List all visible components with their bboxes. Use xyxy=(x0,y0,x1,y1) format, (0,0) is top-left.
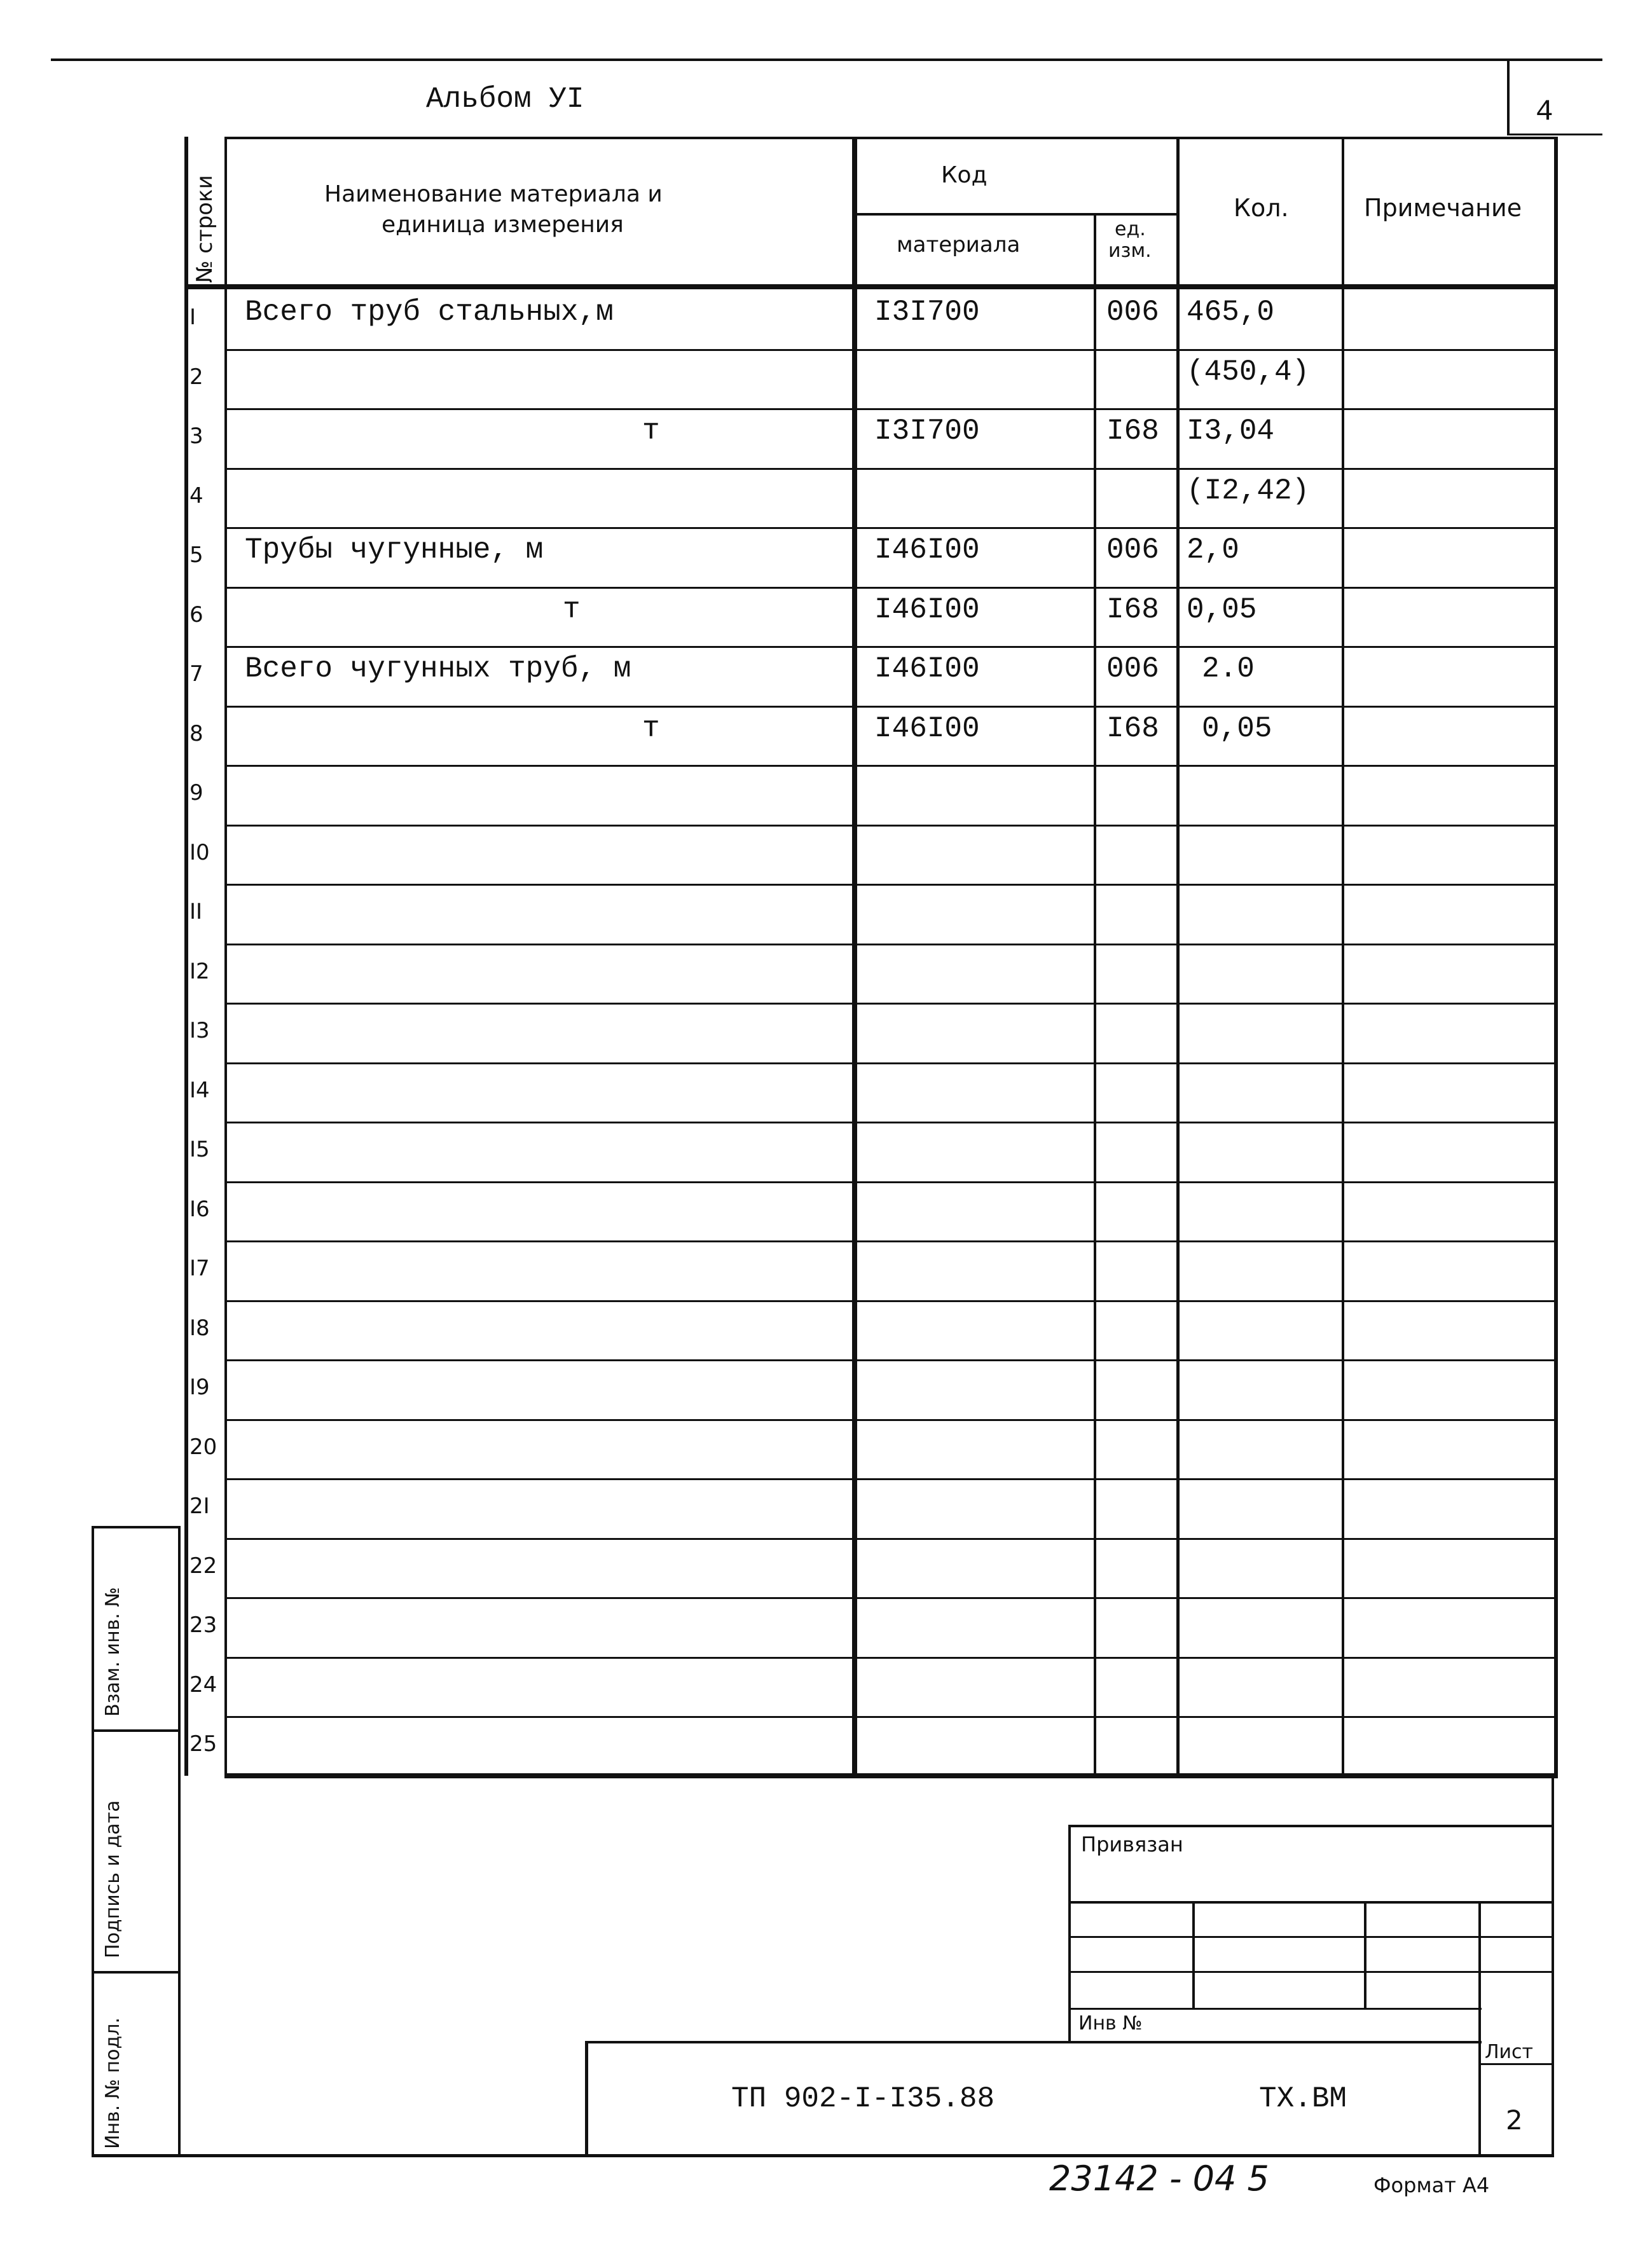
row-divider xyxy=(224,1062,1558,1064)
row-divider xyxy=(224,1538,1558,1540)
table-row-number: I2 xyxy=(189,958,210,984)
table-row-number: I6 xyxy=(189,1196,210,1222)
table-row-number: 22 xyxy=(189,1553,217,1579)
col-unit-right xyxy=(1176,137,1180,1776)
table-row-qty: I3,04 xyxy=(1187,415,1275,448)
table-row-qty: 2.0 xyxy=(1202,652,1255,685)
table-row-number: 24 xyxy=(189,1672,217,1698)
header-code: Код xyxy=(941,162,988,188)
sheet-number-top: 4 xyxy=(1536,95,1553,128)
col-material-right xyxy=(1094,213,1096,1776)
header-top-line xyxy=(224,137,1558,139)
table-row-number: 5 xyxy=(189,542,203,568)
col-name-right xyxy=(852,137,857,1776)
table-row-qty: 0,05 xyxy=(1202,711,1272,745)
table-row-number: 6 xyxy=(189,601,203,628)
table-row-material: I46I00 xyxy=(874,711,980,745)
table-row-name: Всего чугунных труб, м xyxy=(245,652,631,685)
handwritten-number: 23142 - 04 5 xyxy=(1049,2159,1269,2199)
doc-code: ТП 902-I-I35.88 xyxy=(731,2082,995,2115)
header-row-no: № строки xyxy=(192,175,217,283)
row-divider xyxy=(224,1657,1558,1659)
table-row-name: т xyxy=(642,711,660,745)
row-divider xyxy=(224,1478,1558,1480)
table-row-material: I46I00 xyxy=(874,652,980,685)
table-row-number: I xyxy=(189,305,196,330)
list-label-line xyxy=(1478,2063,1553,2065)
table-left-border xyxy=(184,137,188,1776)
row-divider xyxy=(224,1597,1558,1599)
table-row-unit: I68 xyxy=(1106,711,1159,745)
table-row-unit: 006 xyxy=(1106,296,1159,329)
row-divider xyxy=(224,1359,1558,1361)
row-divider xyxy=(224,1181,1558,1183)
row-divider xyxy=(224,1419,1558,1421)
side-label-vzam: Взам. инв. № xyxy=(102,1587,124,1717)
row-divider xyxy=(224,1716,1558,1718)
table-row-material: I3I700 xyxy=(874,415,980,448)
table-row-number: 2I xyxy=(189,1493,210,1519)
header-code-unit-1: ед. xyxy=(1115,218,1146,240)
stamp-privyazan-top xyxy=(1068,1825,1553,1827)
table-row-number: II xyxy=(189,899,203,924)
row-divider xyxy=(224,646,1558,648)
table-row-number: I8 xyxy=(189,1315,210,1341)
table-row-material: I46I00 xyxy=(874,593,980,626)
materials-table xyxy=(184,137,1558,1783)
code-subheader-line xyxy=(852,213,1176,216)
table-row-name: Всего труб стальных,м xyxy=(245,296,614,329)
row-divider xyxy=(224,1122,1558,1123)
top-border-line xyxy=(51,58,1602,61)
side-stamp-top xyxy=(92,1526,181,1528)
title-block-left xyxy=(585,2041,588,2155)
frame-right-bottom xyxy=(1552,1774,1554,2157)
table-row-number: 7 xyxy=(189,661,203,687)
table-row-number: 23 xyxy=(189,1612,217,1638)
stamp-col2 xyxy=(1364,1901,1366,2009)
stamp-col1 xyxy=(1192,1901,1195,2009)
table-row-number: 25 xyxy=(189,1731,217,1757)
table-right-border xyxy=(1554,137,1558,1776)
table-row-unit: 006 xyxy=(1106,652,1159,685)
row-divider xyxy=(224,527,1558,529)
row-divider xyxy=(224,825,1558,827)
doc-mark: ТХ.ВМ xyxy=(1259,2082,1347,2115)
row-divider xyxy=(224,765,1558,767)
frame-left-bottom xyxy=(178,1774,181,2155)
table-row-number: I4 xyxy=(189,1077,210,1103)
table-row-number: 8 xyxy=(189,720,203,746)
side-stamp-div1 xyxy=(92,1729,181,1732)
header-code-material: материала xyxy=(897,232,1021,257)
table-row-number: I9 xyxy=(189,1375,210,1400)
row-divider xyxy=(224,1773,1558,1778)
list-label: Лист xyxy=(1485,2041,1534,2063)
row-divider xyxy=(224,1300,1558,1302)
frame-bottom-line xyxy=(92,2154,1554,2157)
row-divider xyxy=(224,587,1558,589)
row-divider xyxy=(224,1003,1558,1005)
table-row-qty: (450,4) xyxy=(1187,355,1310,388)
header-code-unit-2: изм. xyxy=(1108,240,1152,262)
table-row-material: I3I700 xyxy=(874,296,980,329)
side-label-podpis: Подпись и дата xyxy=(102,1800,124,1958)
top-sheet-divider xyxy=(1507,58,1510,135)
album-title: Альбом УI xyxy=(426,83,584,116)
format-label: Формат А4 xyxy=(1373,2173,1490,2197)
table-row-qty: 0,05 xyxy=(1187,593,1257,626)
table-row-number: I7 xyxy=(189,1256,210,1281)
header-name-line1: Наименование материала и xyxy=(324,181,663,207)
table-row-number: I0 xyxy=(189,839,210,865)
stamp-privyazan-label: Привязан xyxy=(1081,1832,1183,1857)
table-row-number: 2 xyxy=(189,364,203,390)
stamp-row4 xyxy=(1068,2008,1482,2010)
header-name-line2: единица измерения xyxy=(382,212,624,238)
table-row-qty: 465,0 xyxy=(1187,296,1275,329)
top-sheet-underline xyxy=(1507,134,1602,135)
table-row-material: I46I00 xyxy=(874,533,980,566)
stamp-inv-no-label: Инв № xyxy=(1078,2012,1143,2035)
side-stamp-left xyxy=(92,1526,94,2155)
table-row-name: т xyxy=(642,415,660,448)
table-row-unit: I68 xyxy=(1106,415,1159,448)
row-divider xyxy=(224,1240,1558,1242)
col-no-right xyxy=(224,137,227,1776)
table-row-number: I5 xyxy=(189,1137,210,1162)
table-row-name: т xyxy=(563,593,581,626)
table-row-number: 9 xyxy=(189,780,203,806)
stamp-col3 xyxy=(1478,1901,1481,2155)
side-label-inv-podl: Инв. № подл. xyxy=(102,2017,124,2149)
row-divider xyxy=(224,468,1558,470)
header-qty: Кол. xyxy=(1234,194,1289,222)
row-divider xyxy=(224,349,1558,351)
row-divider xyxy=(224,944,1558,945)
header-note: Примечание xyxy=(1364,194,1522,222)
header-bottom-line xyxy=(184,284,1558,289)
table-row-number: 20 xyxy=(189,1434,217,1460)
title-block-top xyxy=(585,2041,1482,2043)
list-number: 2 xyxy=(1506,2104,1523,2136)
table-row-unit: 006 xyxy=(1106,533,1159,566)
table-row-qty: (I2,42) xyxy=(1187,474,1310,507)
row-divider xyxy=(224,408,1558,410)
table-row-number: 4 xyxy=(189,483,203,509)
row-divider xyxy=(224,706,1558,708)
col-qty-right xyxy=(1342,137,1344,1776)
table-row-number: 3 xyxy=(189,423,203,449)
table-row-unit: I68 xyxy=(1106,593,1159,626)
row-divider xyxy=(224,884,1558,886)
table-row-number: I3 xyxy=(189,1018,210,1043)
table-row-name: Трубы чугунные, м xyxy=(245,533,544,566)
table-row-qty: 2,0 xyxy=(1187,533,1239,566)
side-stamp-div2 xyxy=(92,1971,181,1974)
